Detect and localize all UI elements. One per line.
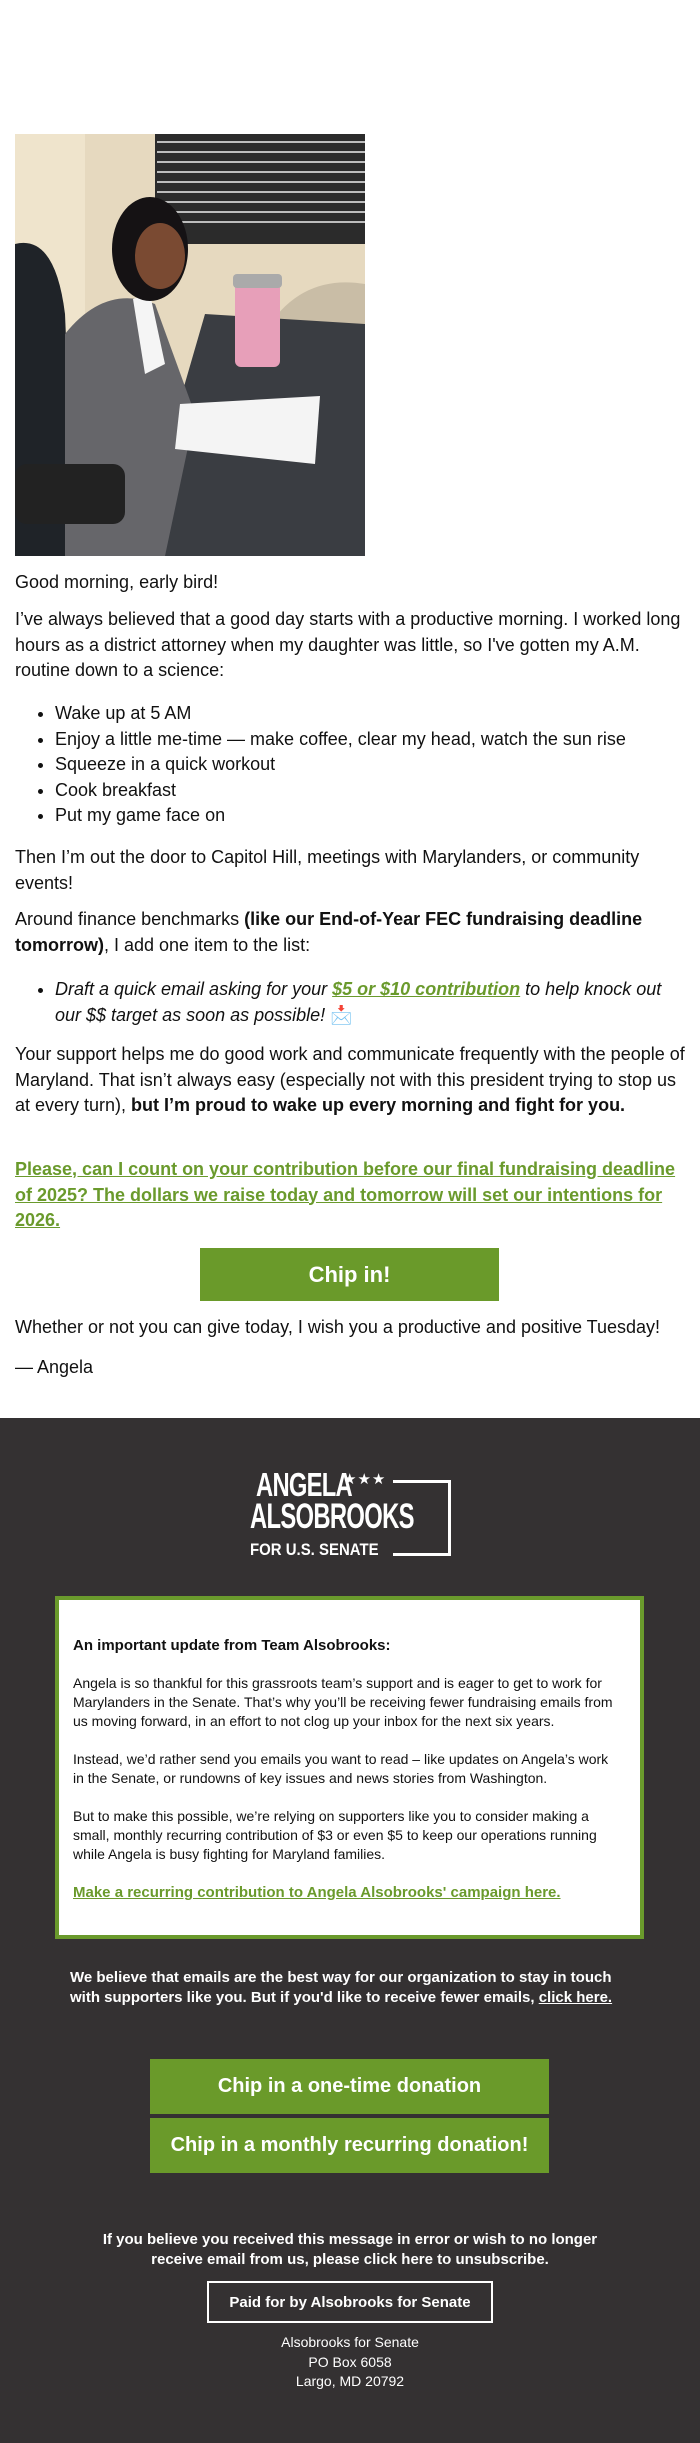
draft-text-end: to help knock out our $$ target as soon as possible!: [55, 979, 662, 1025]
fewer-emails-text: [70, 1968, 625, 2007]
finance-text: Around finance benchmarks: [15, 909, 245, 929]
list-item: • Cook breakfast: [55, 778, 687, 804]
signoff: — Angela: [15, 1357, 94, 1377]
one-time-donation-button[interactable]: Chip in a one-time donation: [150, 2059, 549, 2114]
logo-text: ANGELA: [256, 1466, 353, 1503]
campaign-logo: [250, 1468, 455, 1564]
finance-paragraph: [15, 907, 687, 958]
update-paragraph: Angela is so thankful for this grassroots team’s support and is eager to get to work for Marylanders in the Senate. That’s why you’ll be receiving fewer fundraising emails from us moving forward, in an effort to not clog up your inbox for the next six years.: [73, 1675, 613, 1729]
routine-list: [15, 701, 687, 829]
update-paragraph: Instead, we’d rather send you emails you want to read – like updates on Angela’s work in the Senate, or rundowns of key issues and news stories from Washington.: [73, 1751, 609, 1786]
logo-bracket: [393, 1480, 451, 1556]
list-item: • Squeeze in a quick workout: [55, 752, 687, 778]
support-text: Your support helps me do good work and communicate frequently with the people of Maryland. That isn’t always easy (especially not with this president trying to stop us at every turn),: [15, 1044, 685, 1115]
chip-in-button[interactable]: Chip in!: [200, 1248, 499, 1301]
envelope-icon: 📩: [330, 1004, 353, 1025]
logo-text: ALSOBROOKS: [250, 1497, 414, 1536]
recurring-contribution-link[interactable]: Make a recurring contribution to Angela Alsobrooks' campaign here.: [73, 1884, 561, 1901]
contribution-link[interactable]: $5 or $10 contribution: [332, 979, 521, 999]
finance-text-end: , I add one item to the list:: [104, 934, 311, 955]
logo-text: FOR U.S. SENATE: [250, 1540, 379, 1559]
update-heading: An important update from Team Alsobrooks:: [73, 1637, 391, 1654]
mailing-address: [0, 2333, 700, 2392]
list-item: • Enjoy a little me-time — make coffee, clear my head, watch the sun rise: [55, 727, 687, 753]
paid-for-disclaimer: Paid for by Alsobrooks for Senate: [207, 2281, 493, 2323]
address-line: PO Box 6058: [308, 2353, 392, 2370]
update-paragraph: But to make this possible, we’re relying on supporters like you to consider making a small, monthly recurring contribution of $3 or even $5 to keep our operations running while Angela is busy fighting for Maryland families.: [73, 1808, 597, 1862]
draft-list: [15, 977, 687, 1028]
support-bold: but I’m proud to wake up every morning and fight for you.: [131, 1095, 626, 1115]
fewer-text: We believe that emails are the best way for our organization to stay in touch with supporters like you. But if you'd like to receive fewer emails,: [70, 1969, 612, 2006]
intro-paragraph: I’ve always believed that a good day starts with a productive morning. I worked long hours as a district attorney when my daughter was little, so I've gotten my A.M. routine down to a science:: [15, 609, 681, 680]
closing: Whether or not you can give today, I wish you a productive and positive Tuesday!: [15, 1317, 661, 1337]
address-line: Largo, MD 20792: [295, 2373, 405, 2389]
greeting: Good morning, early bird!: [15, 572, 219, 592]
list-item: • Wake up at 5 AM: [55, 701, 687, 727]
candidate-photo: [15, 134, 365, 556]
contribution-ask-link[interactable]: Please, can I count on your contribution before our final fundraising deadline of 2025? The dollars we raise today and tomorrow will set our intentions for 2026.: [15, 1159, 676, 1230]
finance-bold: (like our End-of-Year FEC fundraising deadline tomorrow): [15, 909, 643, 955]
list-item: [55, 977, 687, 1028]
support-paragraph: [15, 1042, 687, 1119]
draft-text: Draft a quick email asking for your: [55, 979, 333, 999]
unsubscribe-link[interactable]: If you believe you received this message in error or wish to no longer receive email from us, please click here to unsubscribe.: [102, 2231, 598, 2268]
update-box: [55, 1596, 644, 1939]
list-item: • Put my game face on: [55, 803, 687, 829]
fewer-emails-link[interactable]: click here.: [538, 1988, 613, 2006]
star-icon: ★★★: [343, 1471, 387, 1488]
address-line: Alsobrooks for Senate: [281, 2334, 419, 2350]
footer: [0, 1418, 700, 2443]
then-paragraph: Then I’m out the door to Capitol Hill, meetings with Marylanders, or community events!: [15, 847, 640, 893]
monthly-donation-button[interactable]: Chip in a monthly recurring donation!: [150, 2118, 549, 2173]
